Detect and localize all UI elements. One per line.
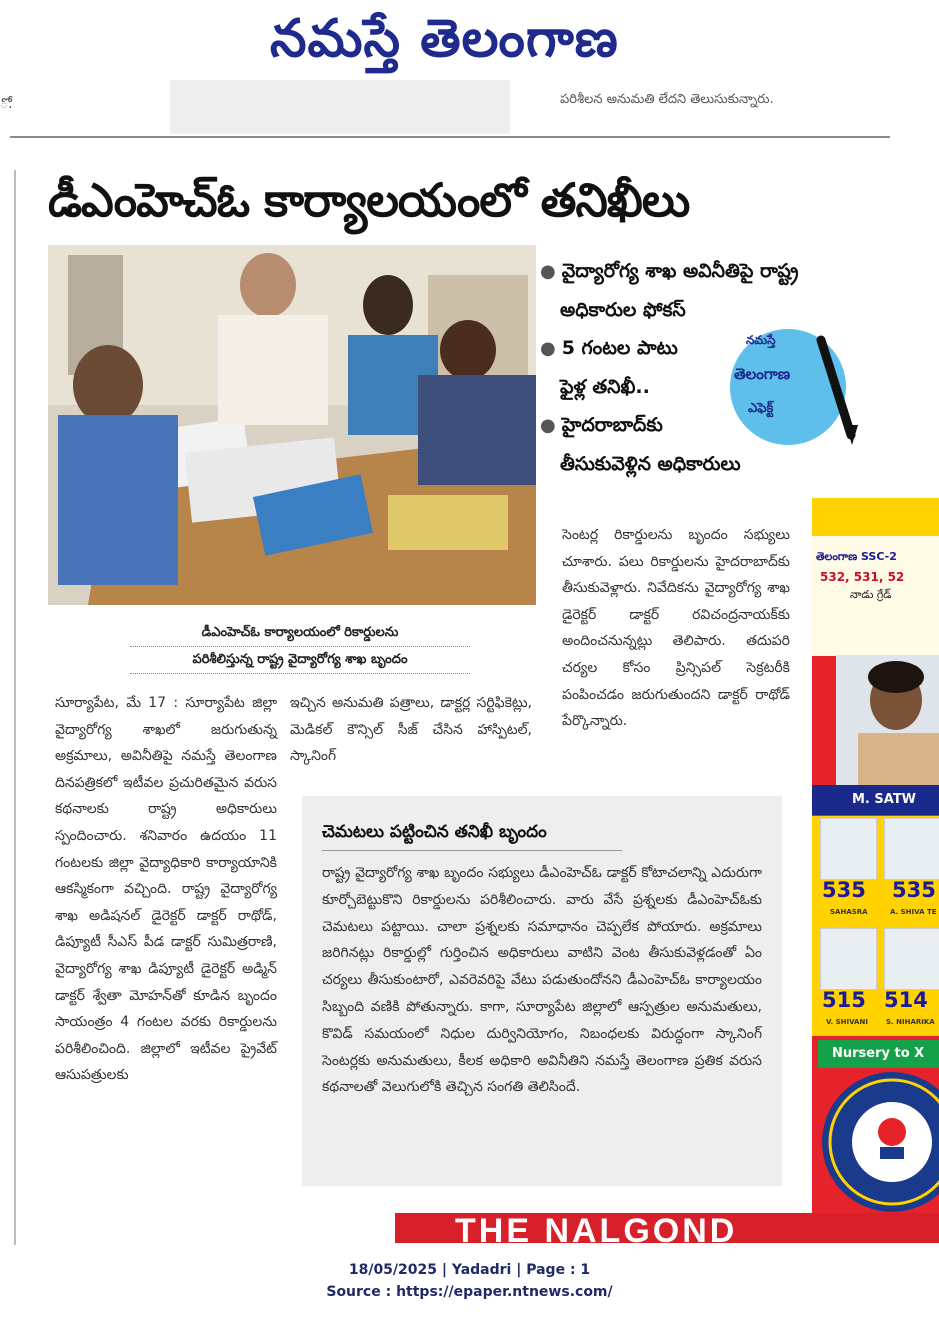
strip-gray-block: [170, 80, 510, 134]
student-photo: [884, 818, 939, 880]
photo-caption-line2: పరిశీలిస్తున్న రాష్ట్ర వైద్యారోగ్య శాఖ బృందం: [130, 647, 470, 674]
article-col-left: సూర్యాపేట, మే 17 : సూర్యాపేట జిల్లా వైద్యారోగ్య శాఖలో జరుగుతున్న అక్రమాలు, అవినీతిపై నమస్తే తెలంగాణ దినపత్రికలో ఇటీవల ప్రచురితమైన వరుస కథనాలకు రాష్ట్ర అధికారులు స్పందించారు. శనివారం ఉదయం 11 గంటలకు జిల్లా వైద్యాధికారి కార్యాయానికి ఆకస్మికంగా వచ్చింది. రాష్ట్ర వైద్యారోగ్య శాఖ అడిషనల్ డైరెక్టర్ డాక్టర్ రాథోడ్, డిప్యూటీ సీఎస్ పీడ డాక్టర్ సుమిత్రరాణి, వైద్యారోగ్య శాఖ డిప్యూటీ డైరెక్టర్ అడ్మిన్ డాక్టర్ శ్వేతా మోహన్‌తో కూడిన బృందం సాయంత్రం 4 గంటల వరకు రికార్డులను పరిశీలించింది. జిల్లాలో ఇటీవల ప్రైవేట్ ఆసుపత్రులకు: [55, 695, 277, 1084]
footer-edition-info: 18/05/2025 | Yadadri | Page : 1: [348, 1262, 591, 1278]
student-score: 535: [892, 878, 936, 902]
ad-topper-name: M. SATW: [812, 785, 939, 815]
bullet-dot-icon: ●: [540, 338, 556, 359]
bullet-dot-icon: ●: [540, 261, 556, 282]
headline: డీఎంహెచ్ఓ కార్యాలయంలో తనిఖీలు: [48, 173, 690, 227]
highlight-item: ● వైద్యారోగ్య శాఖ అవినీతిపై రాష్ట్ర అధికారుల ఫోకస్: [540, 260, 799, 321]
student-name: SAHASRA: [830, 908, 868, 916]
left-column-rule: [14, 170, 16, 1245]
student-score: 535: [822, 878, 866, 902]
ad-info-panel: [812, 536, 939, 656]
news-photo: [48, 245, 536, 605]
highlight-item: ● హైదరాబాద్‌కు తీసుకువెళ్లిన అధికారులు: [540, 414, 741, 475]
ad-header: [812, 498, 939, 536]
photo-caption: [130, 620, 470, 674]
ad-students-grid: [812, 816, 939, 1036]
strip-left-text: ో.: [0, 96, 13, 112]
ad-topper-photo: [836, 655, 939, 785]
ad-grade-text: నాడు గ్రేడ్: [850, 588, 892, 601]
student-score: 514: [884, 988, 928, 1012]
school-logo: [822, 1072, 939, 1212]
student-photo: [884, 928, 939, 990]
subsection-title-rule: [322, 850, 622, 851]
photo-caption-line1: డీఎంహెచ్ఓ కార్యాలయంలో రికార్డులను: [130, 620, 470, 647]
student-name: V. SHIVANI: [826, 1018, 868, 1026]
badge-line1: నమస్తే: [746, 333, 776, 347]
student-name: S. NIHARIKA: [886, 1018, 935, 1026]
badge-line2: తెలంగాణ: [734, 365, 791, 383]
footer-source-link[interactable]: Source : https://epaper.ntnews.com/: [326, 1284, 613, 1300]
student-photo: [820, 928, 877, 990]
student-score: 515: [822, 988, 866, 1012]
article-col-mid: ఇచ్చిన అనుమతి పత్రాలు, డాక్టర్ల సర్టిఫికెట్లు, మెడికల్ కౌన్సిల్ సీజ్ చేసిన హాస్పిటల్, స్కానింగ్: [290, 695, 532, 765]
strip-right-text: పరిశీలన అనుమతి లేదని తెలుసుకున్నారు.: [560, 92, 774, 107]
highlight-item: ● 5 గంటల పాటు ఫైళ్ల తనిఖీ..: [540, 337, 678, 398]
bottom-ad-banner-text: THE NALGOND: [455, 1212, 738, 1250]
ad-nursery-label: Nursery to X: [818, 1040, 939, 1068]
badge-line3: ఎఫెక్ట్: [748, 401, 774, 416]
namaste-telangana-effect-badge: [726, 325, 866, 450]
top-rule: [10, 136, 890, 138]
masthead-title: నమస్తే తెలంగాణ: [270, 8, 619, 69]
ad-board-text: తెలంగాణ SSC-2: [816, 550, 897, 563]
subsection-title: చెమటలు పట్టించిన తనిఖీ బృందం: [322, 822, 547, 842]
ad-marks-text: 532, 531, 52: [820, 570, 905, 584]
student-photo: [820, 818, 877, 880]
bullet-dot-icon: ●: [540, 415, 556, 436]
subsection-text: రాష్ట్ర వైద్యారోగ్య శాఖ బృందం సభ్యులు డీఎంహెచ్ఓ డాక్టర్ కోటాచలాన్ని ఎదురుగా కూర్చోబెట్టుకొని రికార్డులను పరిశీలించారు. వారు వేసే ప్రశ్నలకు డీఎంహెచ్ఓకు చెమటలు పట్టాయి. చాలా ప్రశ్నలకు సమాధానం చెప్పలేక పోయారు. అక్రమాలు జరిగినట్లు రికార్డుల్లో గుర్తించిన అధికారులు వాటిని వెంట తీసుకువెళ్లడంతో ఏం చర్యలు తీసుకుంటారో, ఎవరెవరిపై వేటు పడుతుందోనని డీఎంహెచ్ఓ కార్యాలయం సిబ్బంది వణికి పోతున్నారు. కాగా, సూర్యాపేట జిల్లాలో ఆస్పత్రుల అనుమతులు, కొవిడ్ సమయంలో నిధుల దుర్వినియోగం, నిబంధలకు విరుద్ధంగా స్కానింగ్ సెంటర్లకు అనుమతులు, కీలక అధికారి అవినీతిని నమస్తే తెలంగాణ ప్రతిక వరుస కథనాలతో వెలుగులోకి తెచ్చిన సంగతి తెలిసిందే.: [322, 865, 762, 1096]
article-col-right: సెంటర్ల రికార్డులను బృందం సభ్యులు చూశారు. పలు రికార్డులను హైదరాబాద్‌కు తీసుకువెళ్లారు. నివేదికను వైద్యారోగ్య శాఖ డైరెక్టర్ డాక్టర్ రవిచంద్రనాయక్‌కు అందించనున్నట్లు తెలిపారు. తదుపరి చర్యల కోసం ప్రిన్సిపల్ సెక్రటరీకి పంపించడం జరుగుతుందని డాక్టర్ రాథోడ్ పేర్కొన్నారు.: [562, 527, 790, 730]
student-name: A. SHIVA TE: [890, 908, 937, 916]
